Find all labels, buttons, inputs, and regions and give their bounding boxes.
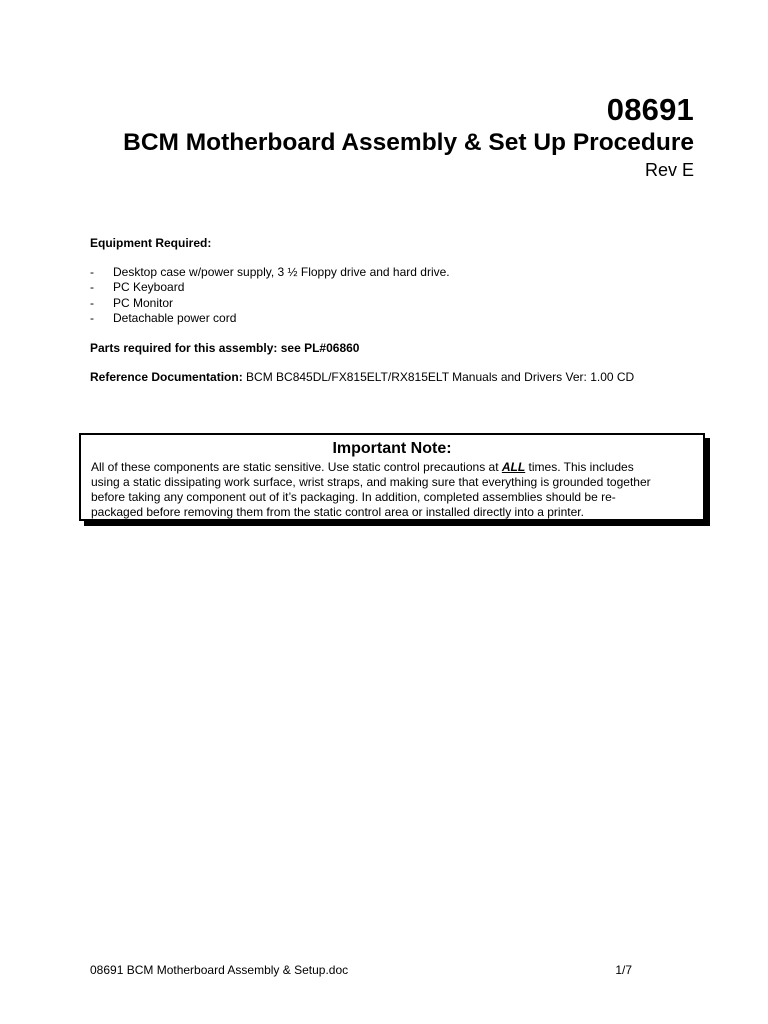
equipment-item-text: Desktop case w/power supply, 3 ½ Floppy drive and hard drive. xyxy=(113,265,450,279)
note-emphasis-all: ALL xyxy=(501,460,526,474)
list-item xyxy=(90,296,450,311)
bullet-dash: - xyxy=(90,280,94,295)
equipment-heading: Equipment Required: xyxy=(90,236,212,250)
reference-documentation-line xyxy=(90,369,634,385)
footer-page-number: 1/7 xyxy=(615,963,632,977)
note-line-1 xyxy=(91,460,697,475)
note-body xyxy=(91,460,697,520)
equipment-item-text: PC Keyboard xyxy=(113,280,185,295)
equipment-item-text: PC Monitor xyxy=(113,295,174,310)
note-title: Important Note: xyxy=(332,440,452,457)
note-line-2: using a static dissipating work surface, wrist straps, and making sure that everything is grounded together xyxy=(91,475,651,490)
document-number: 08691 xyxy=(606,92,694,127)
footer-filename: 08691 BCM Motherboard Assembly & Setup.doc xyxy=(90,963,349,977)
bullet-dash: - xyxy=(90,310,94,325)
equipment-item-text: Detachable power cord xyxy=(113,310,237,325)
list-item xyxy=(90,280,450,295)
list-item xyxy=(90,311,450,326)
document-title: BCM Motherboard Assembly & Set Up Procedure xyxy=(123,129,694,156)
list-item xyxy=(90,265,450,280)
bullet-dash: - xyxy=(90,265,94,279)
important-note-box xyxy=(79,433,705,521)
equipment-list xyxy=(90,265,450,326)
note-line-3: before taking any component out of it’s packaging. In addition, completed assemblies should be re- xyxy=(91,490,616,505)
bullet-dash: - xyxy=(90,295,94,310)
reference-label: Reference Documentation: xyxy=(90,370,243,384)
reference-value: BCM BC845DL/FX815ELT/RX815ELT Manuals and Drivers Ver: 1.00 CD xyxy=(242,370,635,384)
note-line-1-post: times. This includes xyxy=(525,460,634,474)
document-revision: Rev E xyxy=(644,160,694,180)
note-line-4: packaged before removing them from the static control area or installed directly into a printer. xyxy=(91,505,584,520)
parts-required-line: Parts required for this assembly: see PL#06860 xyxy=(90,341,360,355)
note-line-1-pre: All of these components are static sensitive. Use static control precautions at xyxy=(91,460,502,474)
